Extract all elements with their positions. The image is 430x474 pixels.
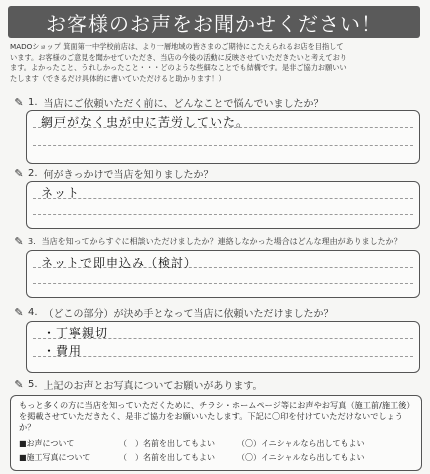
answer-line: [33, 283, 413, 284]
consent-row-voice: [19, 438, 417, 449]
pencil-icon: ✎: [14, 166, 24, 180]
consent-row-photo: [19, 452, 417, 463]
answer-box-4[interactable]: [26, 321, 420, 373]
intro-line: たします（できるだけ具体的に書いていただけると助かります！）: [10, 73, 226, 83]
question-3: ✎ 3. 当店を知ってからすぐに相談いただけましたか？連絡しなかった場合はどんな理由がありましたか？: [10, 234, 402, 248]
question-2: ✎ 2. 何がきっかけで当店を知りましたか？: [10, 166, 214, 180]
answer-text: ネットで即申込み（検討）: [41, 256, 198, 270]
answer-box-1[interactable]: [26, 110, 420, 164]
intro-text: [10, 42, 422, 84]
initial-option[interactable]: （〇）イニシャルなら出してもよい: [237, 453, 365, 462]
name-option[interactable]: （ ）名前を出してもよい: [119, 453, 215, 462]
answer-text: ネット: [41, 186, 81, 200]
question-1: ✎ 1. 当店にご依頼いただく前に、どんなことで悩んでいましたか？: [10, 95, 324, 109]
page-title: [8, 6, 420, 38]
pencil-icon: ✎: [14, 234, 24, 248]
consent-text: もっと多くの方に当店を知っていただくために、チラシ・ホームページ等にお声やお写真（施工前/施工後）を掲載させていただきたく、是非ご協力をお願いいたします。下記に〇印を付けていただけないでしょうか？: [19, 400, 415, 432]
pencil-icon: ✎: [14, 377, 24, 391]
row-label: ■お声について: [19, 439, 75, 448]
title-text: お客様のお声をお聞かせください！: [46, 11, 382, 36]
answer-text: ・丁寧親切: [43, 326, 109, 340]
question-5: ✎ 5. 上記のお声とお写真についてお願いがあります。: [10, 377, 263, 391]
answer-line: [33, 198, 413, 199]
name-option[interactable]: （ ）名前を出してもよい: [119, 439, 215, 448]
pencil-icon: ✎: [14, 305, 24, 319]
intro-line: MADOショップ 箕面第一中学校前店は、より一層地域の皆さまのご期待にこたえられるお店を目指して: [10, 42, 344, 51]
intro-line: います。お客様のご意見を聞かせていただき、当店の今後の活動に反映させていただきたいと考えており: [10, 52, 347, 62]
answer-line: [33, 356, 413, 357]
answer-line: [33, 214, 413, 215]
row-label: ■施工写真について: [19, 453, 91, 462]
answer-line: [33, 145, 413, 146]
intro-line: ます。よかったこと、うれしかったこと・・・どのような些細なことでも結構です。是非ご協力お願いい: [10, 63, 347, 72]
initial-option[interactable]: （〇）イニシャルなら出してもよい: [237, 439, 365, 448]
answer-text: ・費用: [43, 344, 83, 358]
answer-box-2[interactable]: [26, 181, 420, 229]
answer-box-3[interactable]: [26, 250, 420, 298]
answer-text: 網戸がなく虫が中に苦労していた。: [41, 115, 250, 129]
consent-box: [10, 395, 422, 471]
pencil-icon: ✎: [14, 95, 24, 109]
question-4: ✎ 4. （どこの部分）が決め手となって当店に依頼いただけましたか？: [10, 305, 334, 319]
